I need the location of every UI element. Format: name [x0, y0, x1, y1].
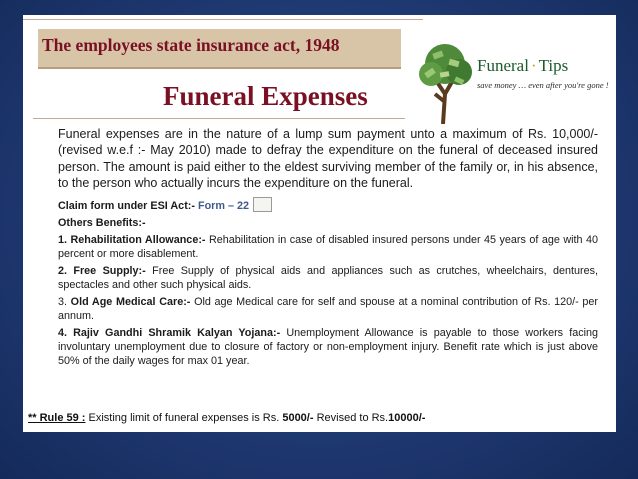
benefit-item — [58, 233, 598, 261]
benefit-item-label: 4. Rajiv Gandhi Shramik Kalyan Yojana:- — [58, 327, 281, 340]
act-title: The employees state insurance act, 1948 — [42, 35, 340, 55]
intro-paragraph: Funeral expenses are in the nature of a lump sum payment unto a maximum of Rs. 10,000/- (revised w.e.f :- May 2010) made to defray the expenditure on the funeral of deceased insured person. The amount is paid either to the eldest surviving member of the family or, in his absence, to the person who actually incurs the expenditure on the funeral. — [58, 127, 598, 190]
act-title-band — [38, 29, 401, 69]
logo-name-b: Tips — [538, 56, 569, 75]
benefit-item — [58, 326, 598, 368]
claim-form-label: Claim form under ESI Act:- — [58, 200, 195, 213]
benefit-item — [58, 295, 598, 323]
footer-rule-label: ** Rule 59 : — [28, 412, 86, 424]
logo-name-a: Funeral — [477, 56, 529, 75]
claim-form-line — [58, 194, 598, 213]
others-benefits-heading: Others Benefits:- — [58, 217, 146, 230]
claim-form-link[interactable]: Form – 22 — [197, 200, 249, 213]
footer-text-a: Existing limit of funeral expenses is Rs. — [85, 412, 283, 424]
benefit-item — [58, 264, 598, 292]
benefit-item-label: 1. Rehabilitation Allowance:- — [58, 234, 206, 247]
benefit-item-label: 2. Free Supply:- — [58, 265, 146, 278]
benefit-item-text: Free Supply of physical aids and appliances such as crutches, wheelchairs, dentures, spectacles and other such physical aids. — [58, 265, 598, 292]
header-divider-top — [23, 19, 423, 20]
footer-amount-old: 5000/- — [282, 412, 314, 424]
logo-separator: · — [530, 56, 537, 75]
benefit-item-text: Unemployment Allowance is payable to those workers facing involuntary unemployment due to closure of factory or non-employment injury. Benefit rate which is just above 50% of the daily wages for max 01 year. — [58, 327, 599, 368]
benefit-item-text: Rehabilitation in case of disabled insured persons under 45 years of age with 40 percent or more disablement. — [58, 234, 598, 261]
slide — [23, 15, 616, 432]
footer-text-b: Revised to Rs. — [313, 412, 389, 424]
money-tree-icon — [415, 42, 475, 124]
header-divider-bottom — [33, 118, 405, 119]
footer-amount-new: 10000/- — [388, 412, 426, 424]
footer-note — [28, 412, 425, 424]
page-heading: Funeral Expenses — [163, 81, 368, 111]
document-icon — [253, 197, 272, 212]
benefit-item-text: Old age Medical care for self and spouse at a nominal contribution of Rs. 120/- per annum. — [58, 296, 599, 323]
funeral-tips-logo — [415, 42, 615, 124]
benefit-item-label: Old Age Medical Care:- — [70, 296, 191, 309]
benefit-item-number: 3. — [58, 296, 68, 309]
logo-tagline: save money … even after you're gone ! — [477, 80, 609, 90]
content-body — [58, 126, 598, 368]
logo-wordmark — [477, 56, 568, 76]
